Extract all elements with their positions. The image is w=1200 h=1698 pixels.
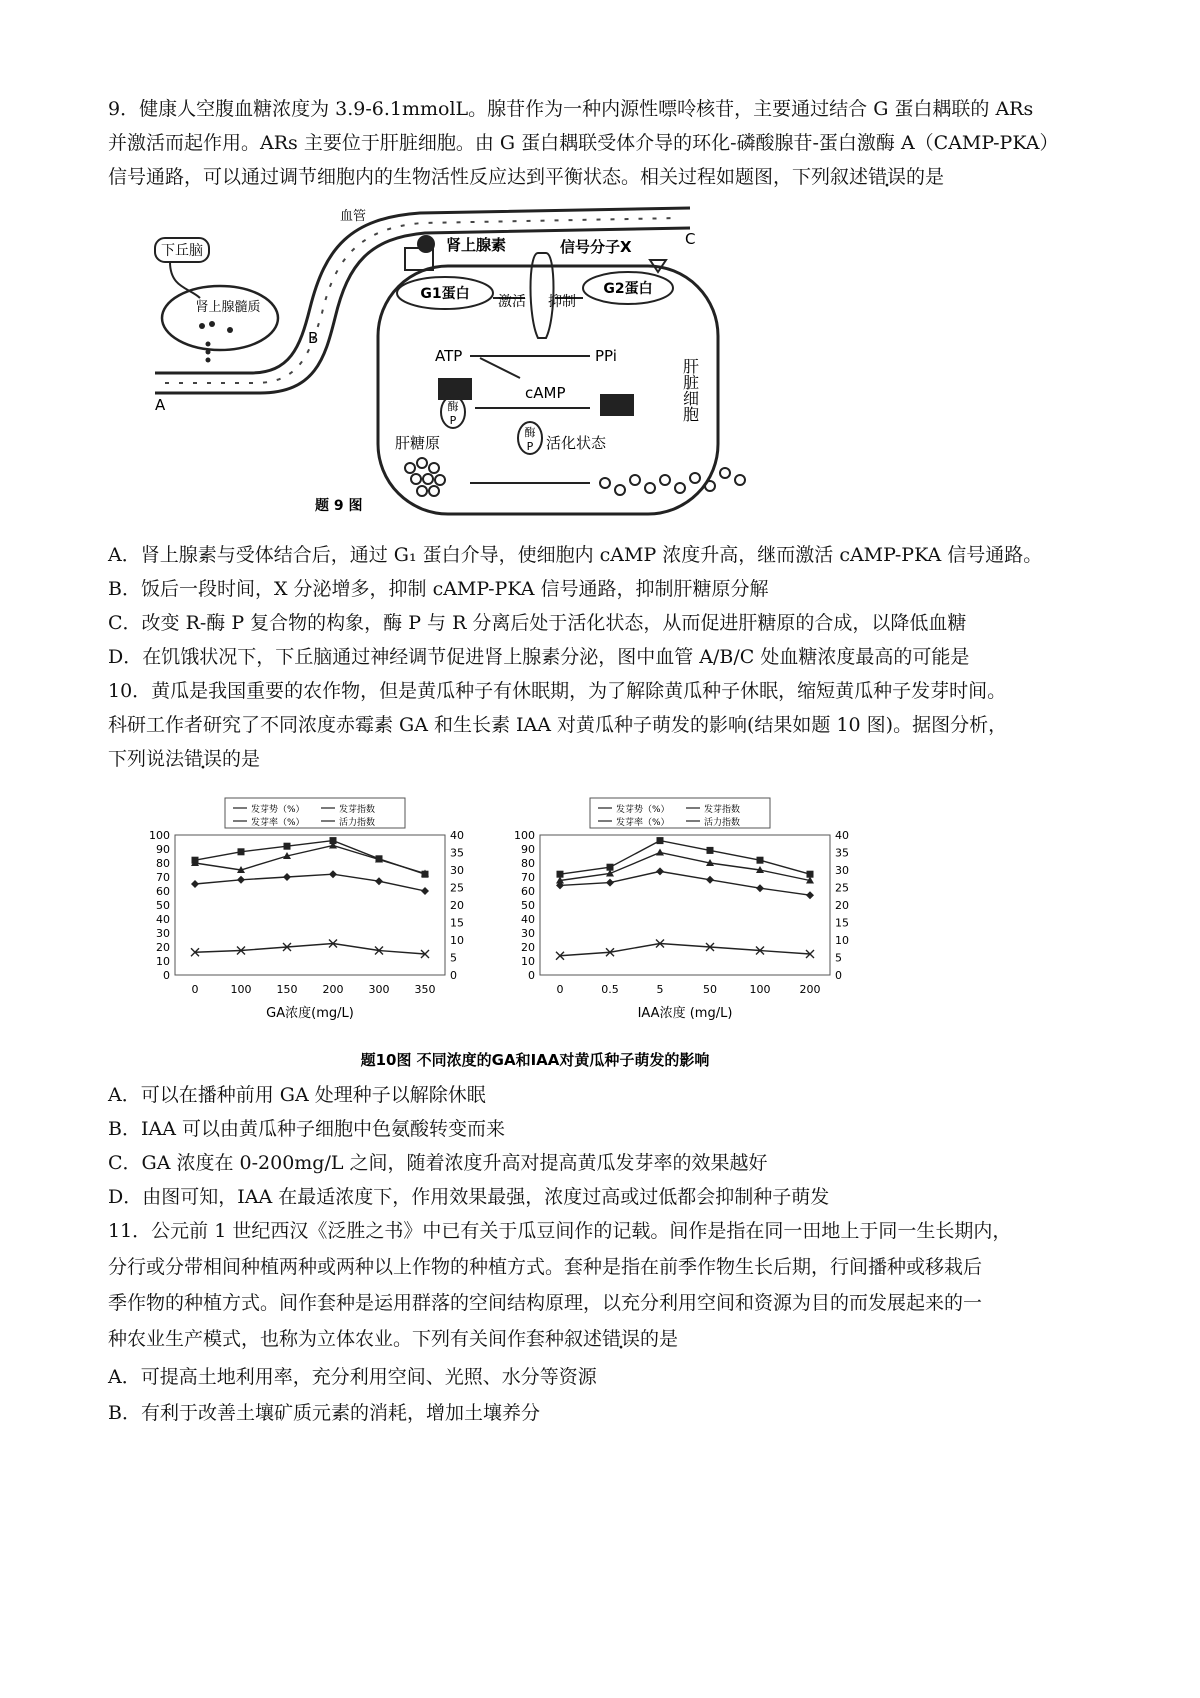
q10-figure — [120, 790, 950, 1080]
data-point — [606, 879, 614, 887]
y-tick-right: 35 — [450, 846, 464, 860]
data-point — [421, 887, 429, 895]
legend-entry: 发芽率（%） — [616, 818, 670, 828]
data-point — [422, 871, 429, 878]
data-point — [329, 870, 337, 878]
data-point — [807, 871, 814, 878]
q9-line-1: 9．健康人空腹血糖浓度为 3.9-6.1mmolL。腺苷作为一种内源性嘌呤核苷，主要通过结合 G 蛋白耦联的 ARs — [108, 98, 1034, 120]
g1-label: G1蛋白 — [420, 286, 470, 302]
legend-entry: 发芽指数 — [339, 805, 376, 815]
legend-entry: 发芽率（%） — [251, 818, 305, 828]
data-point — [330, 837, 337, 844]
enzyme-label: 酶 — [447, 400, 459, 413]
data-point — [237, 876, 245, 884]
q10-line-2: 科研工作者研究了不同浓度赤霉素 GA 和生长素 IAA 对黄瓜种子萌发的影响(结果如题 10 图)。据图分析， — [108, 714, 1008, 736]
y-tick-left: 0 — [528, 969, 535, 982]
y-tick-right: 5 — [450, 951, 457, 965]
camp-label: cAMP — [525, 384, 566, 402]
y-tick-left: 80 — [156, 857, 170, 870]
q10-option-a: A．可以在播种前用 GA 处理种子以解除休眠 — [108, 1084, 486, 1106]
iaa-chart — [514, 798, 849, 1021]
g2-label: G2蛋白 — [603, 281, 653, 297]
q10-option-c: C．GA 浓度在 0-200mg/L 之间，随着浓度升高对提高黄瓜发芽率的效果越好 — [108, 1152, 768, 1174]
q10-line-1: 10．黄瓜是我国重要的农作物，但是黄瓜种子有休眠期，为了解除黄瓜种子休眠，缩短黄瓜种子发芽时间。 — [108, 680, 1007, 702]
data-point — [191, 880, 199, 888]
activate-label: 激活 — [498, 294, 526, 310]
q9-line-3-text: 信号通路，可以通过调节细胞内的生物活性反应达到平衡状态。相关过程如题图，下列叙述 — [108, 166, 869, 188]
data-point — [607, 864, 614, 871]
x-tick-label: 150 — [276, 983, 298, 996]
y-tick-left: 70 — [521, 871, 535, 884]
q10-option-d: D．由图可知，IAA 在最适浓度下，作用效果最强，浓度过高或过低都会抑制种子萌发 — [108, 1186, 830, 1208]
y-tick-right: 20 — [835, 899, 849, 912]
y-tick-left: 90 — [521, 843, 535, 856]
q9-line-2: 并激活而起作用。ARs 主要位于肝脏细胞。由 G 蛋白耦联受体介导的环化-磷酸腺苷-蛋白激酶 A（CAMP-PKA） — [108, 132, 1059, 154]
y-tick-left: 70 — [156, 871, 170, 884]
ppi-label: PPi — [595, 347, 617, 365]
figure-10-caption: 题10图 不同浓度的GA和IAA对黄瓜种子萌发的影响 — [360, 1051, 710, 1069]
q11-emphasis: 错误 — [602, 1328, 641, 1350]
enzyme-p-label: P — [449, 414, 457, 427]
glucose-molecules — [600, 468, 745, 495]
y-tick-right: 5 — [835, 951, 842, 965]
data-point — [192, 857, 199, 864]
glycogen-cluster — [405, 458, 445, 496]
q10-line-3-text: 下列说法 — [108, 748, 185, 770]
y-tick-left: 10 — [521, 955, 535, 968]
y-tick-right: 15 — [450, 916, 464, 930]
active-enzyme-label: 酶 — [524, 426, 536, 439]
series-line — [195, 841, 425, 875]
y-tick-right: 25 — [835, 881, 849, 895]
data-point — [757, 857, 764, 864]
data-point — [283, 873, 291, 881]
x-tick-label: 300 — [368, 983, 390, 996]
adrenaline-molecule — [417, 235, 435, 253]
figure-9-caption: 题 9 图 — [315, 498, 363, 514]
vessel-label-c: C — [685, 230, 696, 248]
signal-x-label: 信号分子X — [560, 238, 632, 256]
q9-line-3 — [108, 160, 1108, 194]
x-tick-label: 0.5 — [601, 983, 619, 996]
data-point — [657, 837, 664, 844]
q11-option-b: B．有利于改善土壤矿质元素的消耗，增加土壤养分 — [108, 1402, 540, 1424]
q11-line-4 — [108, 1322, 1108, 1356]
series-line — [195, 944, 425, 955]
q9-option-d: D．在饥饿状况下，下丘脑通过神经调节促进肾上腺素分泌，图中血管 A/B/C 处血糖浓度最高的可能是 — [108, 646, 970, 668]
q11-line-4-text: 种农业生产模式，也称为立体农业。下列有关间作套种叙述 — [108, 1328, 603, 1350]
y-tick-left: 90 — [156, 843, 170, 856]
data-point — [656, 849, 664, 856]
y-tick-left: 30 — [156, 927, 170, 940]
q10-line-3 — [108, 742, 1108, 776]
y-tick-right: 10 — [835, 934, 849, 947]
y-tick-right: 0 — [450, 969, 457, 982]
y-tick-left: 60 — [521, 885, 535, 898]
hypothalamus-label: 下丘脑 — [161, 243, 203, 259]
y-tick-left: 30 — [521, 927, 535, 940]
q9-figure — [150, 198, 870, 523]
data-point — [375, 877, 383, 885]
y-tick-right: 10 — [450, 934, 464, 947]
y-tick-left: 80 — [521, 857, 535, 870]
active-enzyme-p: P — [526, 440, 534, 453]
x-tick-label: 5 — [656, 983, 664, 996]
q9-emphasis: 错误 — [868, 166, 907, 188]
q11-line-4-end: 的是 — [640, 1328, 679, 1350]
y-tick-right: 40 — [450, 829, 464, 842]
q9-option-c: C．改变 R-酶 P 复合物的构象，酶 P 与 R 分离后处于活化状态，从而促进肝糖原的合成，以降低血糖 — [108, 612, 967, 634]
data-point — [557, 871, 564, 878]
x-tick-label: 0 — [191, 983, 199, 996]
y-tick-right: 20 — [450, 899, 464, 912]
q11-line-2: 分行或分带相间种植两种或两种以上作物的种植方式。套种是指在前季作物生长后期，行间播种或移栽后 — [108, 1256, 983, 1278]
vessel-label-b: B — [308, 329, 319, 347]
legend-entry: 发芽势（%） — [251, 805, 305, 815]
data-point — [376, 855, 383, 862]
y-tick-right: 40 — [835, 829, 849, 842]
x-tick-label: 200 — [799, 983, 821, 996]
y-tick-left: 40 — [521, 913, 535, 926]
y-tick-left: 40 — [156, 913, 170, 926]
adrenal-medulla-label: 肾上腺髓质 — [195, 300, 261, 315]
vessel-label-a: A — [155, 396, 166, 414]
data-point — [806, 891, 814, 899]
y-tick-left: 50 — [156, 899, 170, 912]
legend-entry: 发芽势（%） — [616, 805, 670, 815]
glycogen-label: 肝糖原 — [395, 434, 441, 452]
y-tick-left: 50 — [521, 899, 535, 912]
x-axis-label: IAA浓度 (mg/L) — [637, 1006, 733, 1021]
x-tick-label: 0 — [556, 983, 564, 996]
q10-option-b: B．IAA 可以由黄瓜种子细胞中色氨酸转变而来 — [108, 1118, 505, 1140]
inhibit-label: 抑制 — [548, 294, 576, 310]
y-tick-left: 20 — [521, 941, 535, 954]
series-line — [195, 846, 425, 874]
legend-entry: 活力指数 — [339, 818, 376, 828]
x-tick-label: 200 — [322, 983, 344, 996]
vessel-label: 血管 — [340, 209, 367, 224]
x-tick-label: 350 — [414, 983, 436, 996]
adrenal-medulla — [162, 286, 278, 350]
x-tick-label: 100 — [230, 983, 252, 996]
data-point — [756, 884, 764, 892]
atp-label: ATP — [435, 347, 463, 365]
y-tick-right: 0 — [835, 969, 842, 982]
q9-option-a: A．肾上腺素与受体结合后，通过 G₁ 蛋白介导，使细胞内 cAMP 浓度升高，继而激活 cAMP-PKA 信号通路。 — [108, 544, 1043, 566]
data-point — [707, 847, 714, 854]
y-tick-left: 100 — [514, 829, 535, 842]
y-tick-left: 0 — [163, 969, 170, 982]
y-tick-right: 15 — [835, 916, 849, 930]
q10-emphasis: 错误 — [184, 748, 223, 770]
data-point — [284, 843, 291, 850]
data-point — [706, 876, 714, 884]
active-state-label: 活化状态 — [546, 434, 607, 452]
series-line — [195, 874, 425, 891]
q11-option-a: A．可提高土地利用率，充分利用空间、光照、水分等资源 — [108, 1366, 597, 1388]
y-tick-right: 25 — [450, 881, 464, 895]
q11-line-3: 季作物的种植方式。间作套种是运用群落的空间结构原理，以充分利用空间和资源为目的而发展起来的一 — [108, 1292, 983, 1314]
y-tick-right: 30 — [450, 864, 464, 877]
q9-option-b: B．饭后一段时间，X 分泌增多，抑制 cAMP-PKA 信号通路，抑制肝糖原分解 — [108, 578, 769, 600]
legend-entry: 活力指数 — [704, 818, 741, 828]
adrenaline-label: 肾上腺素 — [446, 236, 507, 254]
y-tick-left: 20 — [156, 941, 170, 954]
y-tick-left: 100 — [149, 829, 170, 842]
x-tick-label: 50 — [703, 983, 717, 996]
legend-entry: 发芽指数 — [704, 805, 741, 815]
y-tick-left: 60 — [156, 885, 170, 898]
data-point — [656, 867, 664, 875]
r-subunit-free — [600, 394, 634, 416]
liver-cell-label: 肝脏细胞 — [680, 358, 700, 422]
q11-line-1: 11．公元前 1 世纪西汉《泛胜之书》中已有关于瓜豆间作的记载。间作是指在同一田地上于同一生长期内， — [108, 1220, 1012, 1242]
x-tick-label: 100 — [749, 983, 771, 996]
q9-line-3-end: 的是 — [906, 166, 945, 188]
y-tick-right: 30 — [835, 864, 849, 877]
y-tick-right: 35 — [835, 846, 849, 860]
x-axis-label: GA浓度(mg/L) — [266, 1006, 354, 1021]
ga-chart — [149, 798, 464, 1021]
q10-line-3-end: 的是 — [222, 748, 261, 770]
y-tick-left: 10 — [156, 955, 170, 968]
data-point — [238, 848, 245, 855]
series-line — [560, 944, 810, 956]
